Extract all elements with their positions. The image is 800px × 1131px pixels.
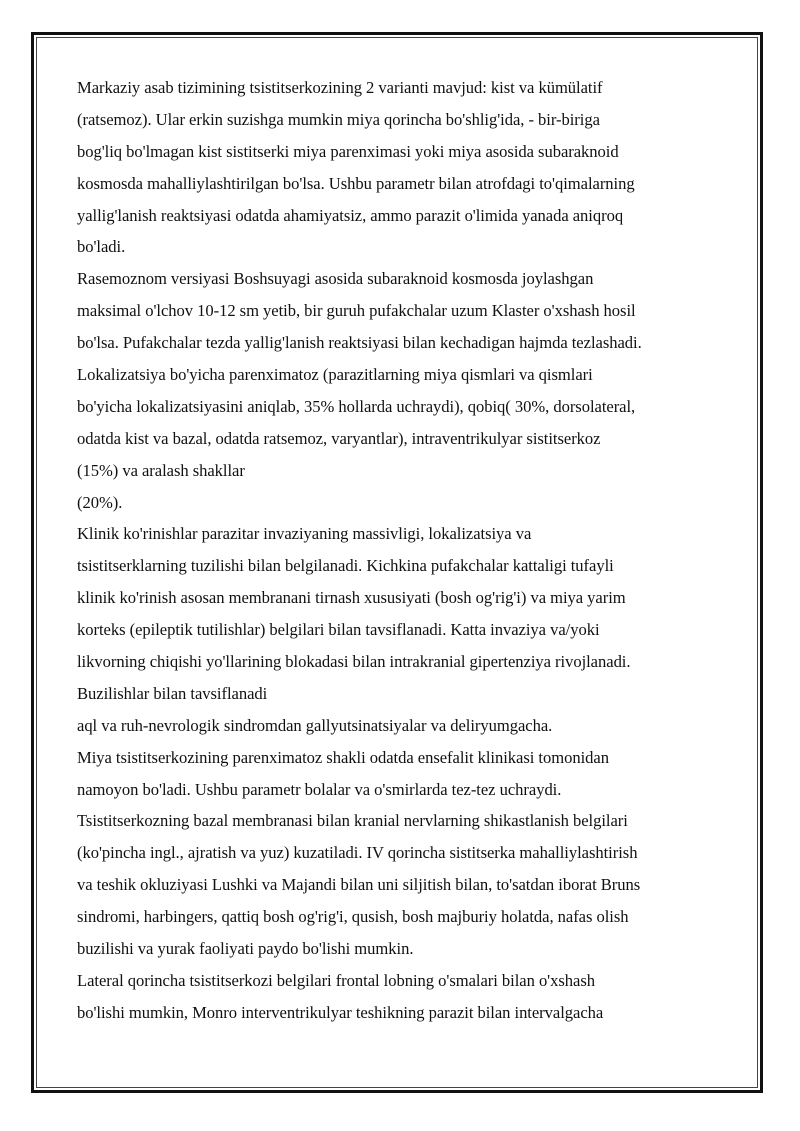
body-text	[77, 72, 737, 1029]
text-line: yallig'lanish reaktsiyasi odatda ahamiyatsiz, ammo parazit o'limida yanada aniqroq	[77, 205, 624, 225]
text-line: sindromi, harbingers, qattiq bosh og'rig'i, qusish, bosh majburiy holatda, nafas olish	[77, 907, 629, 927]
text-line: namoyon bo'ladi. Ushbu parametr bolalar va o'smirlarda tez-tez uchraydi.	[77, 779, 562, 799]
text-line: klinik ko'rinish asosan membranani tirnash xususiyati (bosh og'rig'i) va miya yarim	[77, 588, 626, 608]
text-line: Markaziy asab tizimining tsistitserkozining 2 varianti mavjud: kist va kümülatif	[77, 78, 603, 97]
text-line: Tsistitserkozning bazal membranasi bilan kranial nervlarning shikastlanish belgilari	[77, 811, 628, 831]
text-line: Buzilishlar bilan tavsiflanadi	[77, 683, 268, 703]
text-line: bo'lsa. Pufakchalar tezda yallig'lanish reaktsiyasi bilan kechadigan hajmda tezlashadi.	[77, 333, 642, 353]
text-line: Miya tsistitserkozining parenximatoz shakli odatda ensefalit klinikasi tomonidan	[77, 747, 609, 767]
text-line: kosmosda mahalliylashtirilgan bo'lsa. Ushbu parametr bilan atrofdagi to'qimalarning	[77, 173, 635, 193]
text-line: bo'lishi mumkin, Monro interventrikulyar teshikning parazit bilan intervalgacha	[77, 1002, 604, 1022]
text-line: Lateral qorincha tsistitserkozi belgilari frontal lobning o'smalari bilan o'xshash	[77, 970, 595, 990]
text-line: Rasemoznom versiyasi Boshsuyagi asosida subaraknoid kosmosda joylashgan	[77, 269, 594, 289]
text-line: Klinik ko'rinishlar parazitar invaziyaning massivligi, lokalizatsiya va	[77, 524, 532, 544]
text-line: (ratsemoz). Ular erkin suzishga mumkin miya qorincha bo'shlig'ida, - bir-biriga	[77, 109, 600, 129]
text-line: aql va ruh-nevrologik sindromdan gallyutsinatsiyalar va deliryumgacha.	[77, 715, 553, 735]
text-line: maksimal o'lchov 10-12 sm yetib, bir guruh pufakchalar uzum Klaster o'xshash hosil	[77, 301, 636, 321]
text-line: Lokalizatsiya bo'yicha parenximatoz (parazitlarning miya qismlari va qismlari	[77, 365, 593, 385]
text-line: (20%).	[77, 492, 123, 512]
text-line: buzilishi va yurak faoliyati paydo bo'lishi mumkin.	[77, 939, 414, 959]
text-line: bo'yicha lokalizatsiyasini aniqlab, 35% hollarda uchraydi), qobiq( 30%, dorsolateral,	[77, 396, 636, 416]
text-line: (15%) va aralash shakllar	[77, 460, 245, 480]
text-line: (ko'pincha ingl., ajratish va yuz) kuzatiladi. IV qorincha sistitserka mahalliylashtirish	[77, 843, 638, 863]
text-line: likvorning chiqishi yo'llarining blokadasi bilan intrakranial gipertenziya rivojlanadi.	[77, 652, 631, 672]
text-line: tsistitserklarning tuzilishi bilan belgilanadi. Kichkina pufakchalar kattaligi tufayli	[77, 556, 614, 576]
text-line: odatda kist va bazal, odatda ratsemoz, varyantlar), intraventrikulyar sistitserkoz	[77, 428, 601, 448]
text-line: va teshik okluziyasi Lushki va Majandi bilan uni siljitish bilan, to'satdan iborat Bruns	[77, 875, 641, 895]
text-line: bo'ladi.	[77, 237, 126, 257]
text-line: korteks (epileptik tutilishlar) belgilari bilan tavsiflanadi. Katta invaziya va/yoki	[77, 620, 600, 640]
text-line: bog'liq bo'lmagan kist sistitserki miya parenximasi yoki miya asosida subaraknoid	[77, 141, 619, 161]
